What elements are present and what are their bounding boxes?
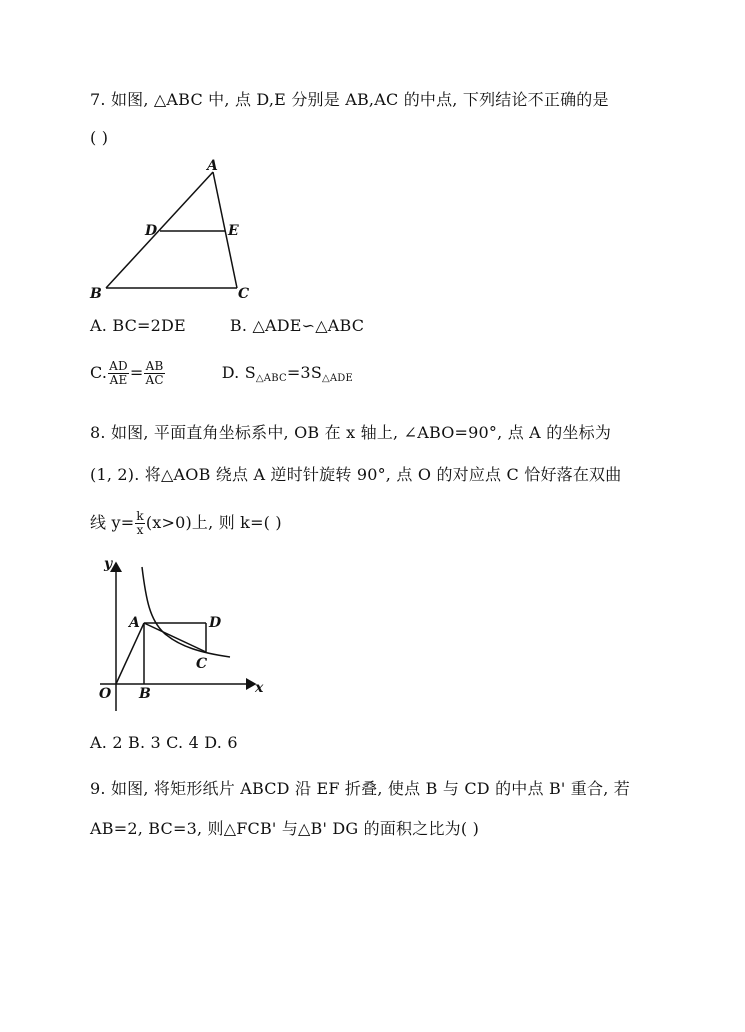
q8-line3-prefix: 线 y=	[90, 513, 135, 532]
q7-option-a: A. BC=2DE	[90, 316, 186, 335]
q8-stem-line2: (1, 2). 将△AOB 绕点 A 逆时针旋转 90°, 点 O 的对应点 C 恰好落在双曲	[90, 465, 622, 484]
q7-option-d-subscript-1: △ABC	[255, 373, 287, 384]
q7-options-row1	[90, 316, 364, 335]
fraction-numerator: AD	[109, 359, 128, 373]
q8-label-d: D	[209, 615, 222, 631]
q8-options: A. 2 B. 3 C. 4 D. 6	[90, 733, 238, 752]
q7-label-e: E	[228, 223, 239, 239]
fraction-denominator: AC	[145, 373, 164, 387]
q8-label-x: x	[255, 680, 264, 696]
q7-option-d-middle: =3S	[286, 363, 322, 382]
q7-option-d-prefix: D. S	[221, 363, 256, 382]
q7-label-b: B	[90, 286, 102, 302]
q8-coordinate-figure	[90, 555, 275, 715]
q9-stem-line2: AB=2, BC=3, 则△FCB' 与△B' DG 的面积之比为( )	[90, 819, 480, 838]
q8-stem-line3	[90, 510, 282, 537]
q7-label-d: D	[145, 223, 158, 239]
fraction-numerator: k	[136, 509, 144, 523]
q7-option-c-prefix: C.	[90, 363, 108, 382]
q7-option-c-fraction-2	[144, 360, 164, 387]
q7-option-d-subscript-2: △ADE	[321, 373, 354, 384]
fraction-numerator: AB	[145, 359, 164, 373]
q8-label-a: A	[129, 615, 140, 631]
q8-label-c: C	[196, 656, 208, 672]
q8-line3-suffix: (x>0)上, 则 k=( )	[145, 513, 282, 532]
q8-label-o: O	[99, 686, 112, 702]
q7-option-c-fraction-1	[108, 360, 129, 387]
q7-label-a: A	[207, 158, 218, 174]
q7-answer-paren: ( )	[90, 128, 109, 147]
q7-options-row2	[90, 360, 353, 387]
q8-stem-line1: 8. 如图, 平面直角坐标系中, OB 在 x 轴上, ∠ABO=90°, 点 A 的坐标为	[90, 423, 612, 442]
q8-hyperbola	[142, 567, 230, 657]
q8-segment-oa	[116, 623, 144, 684]
q7-side-ab	[106, 172, 213, 288]
q8-segment-ac	[144, 623, 206, 652]
q9-stem-line1: 9. 如图, 将矩形纸片 ABCD 沿 EF 折叠, 使点 B 与 CD 的中点 B' 重合, 若	[90, 779, 630, 798]
q7-option-b: B. △ADE∽△ABC	[229, 316, 365, 335]
q7-triangle-figure	[80, 155, 260, 305]
fraction-denominator: AE	[109, 373, 128, 387]
q7-stem: 7. 如图, △ABC 中, 点 D,E 分别是 AB,AC 的中点, 下列结论不正确的是	[90, 90, 609, 109]
fraction-denominator: x	[136, 523, 144, 537]
q7-label-c: C	[238, 286, 250, 302]
q8-label-b: B	[139, 686, 151, 702]
q7-option-c-equals: =	[129, 363, 144, 382]
q8-label-y: y	[104, 556, 113, 572]
q8-fraction-k-over-x	[135, 510, 144, 537]
